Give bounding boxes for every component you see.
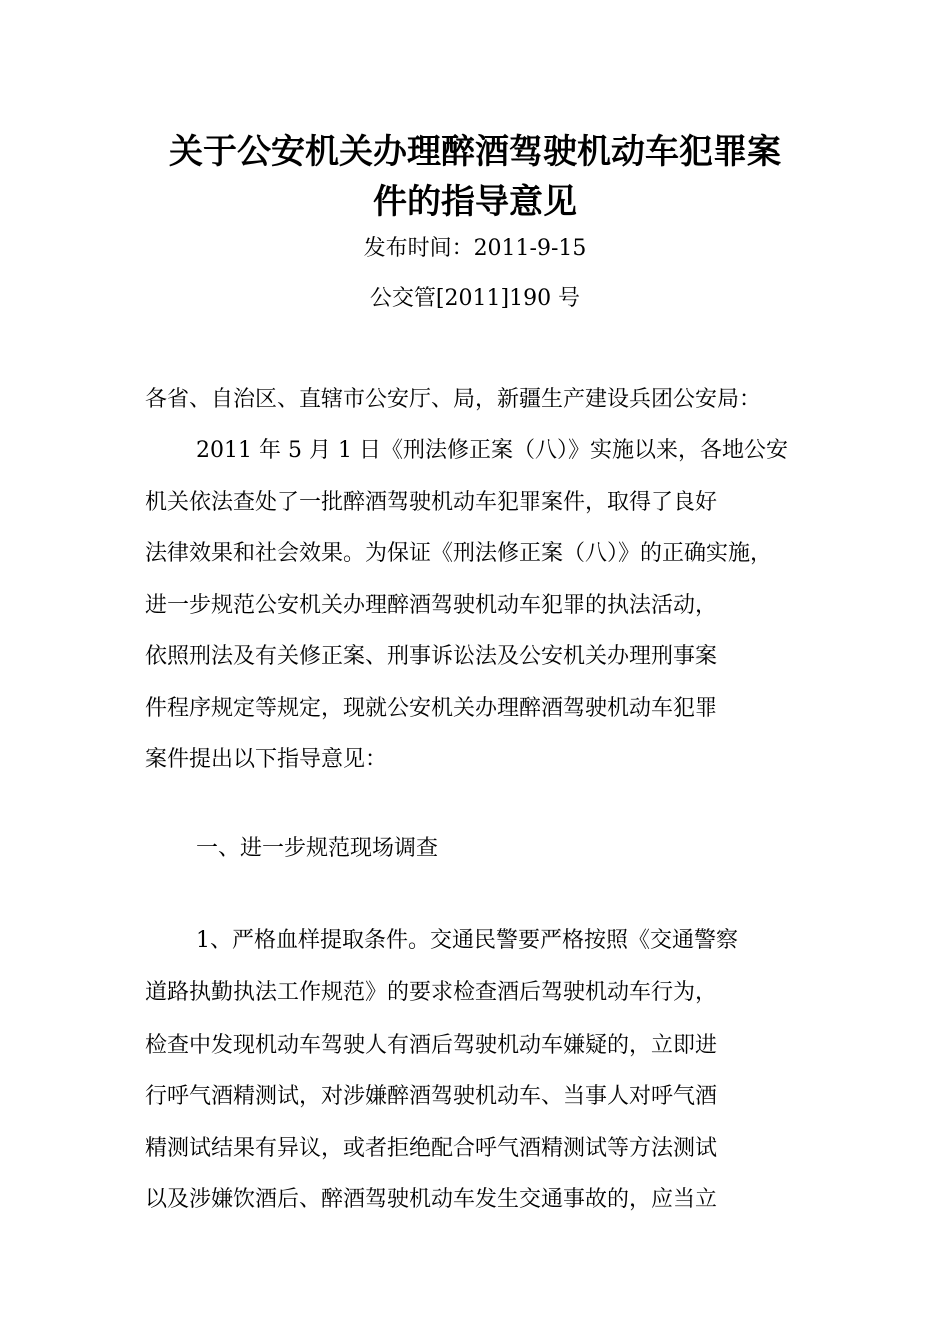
item-line: 以及涉嫌饮酒后、醉酒驾驶机动车发生交通事故的，应当立 <box>145 1187 718 1212</box>
intro-line: 机关依法查处了一批醉酒驾驶机动车犯罪案件，取得了良好 <box>145 490 718 515</box>
item-line: 1、严格血样提取条件。交通民警要严格按照《交通警察 <box>196 928 738 953</box>
document-title-line-1: 关于公安机关办理醉酒驾驶机动车犯罪案 <box>169 132 781 172</box>
item-line: 精测试结果有异议，或者拒绝配合呼气酒精测试等方法测试 <box>145 1136 718 1161</box>
document-number: 公交管[2011]190 号 <box>369 286 581 311</box>
intro-line: 案件提出以下指导意见： <box>145 747 388 772</box>
document-title-line-2: 件的指导意见 <box>373 182 577 222</box>
intro-line: 法律效果和社会效果。为保证《刑法修正案（八）》的正确实施， <box>145 541 773 566</box>
intro-line: 件程序规定等规定，现就公安机关办理醉酒驾驶机动车犯罪 <box>145 696 718 721</box>
intro-line: 进一步规范公安机关办理醉酒驾驶机动车犯罪的执法活动， <box>145 593 718 618</box>
section-heading: 一、进一步规范现场调查 <box>196 836 439 861</box>
addressee: 各省、自治区、直辖市公安厅、局，新疆生产建设兵团公安局： <box>145 387 762 412</box>
intro-line: 2011 年 5 月 1 日《刑法修正案（八）》实施以来，各地公安 <box>196 438 788 463</box>
item-line: 检查中发现机动车驾驶人有酒后驾驶机动车嫌疑的，立即进 <box>145 1033 718 1058</box>
item-line: 行呼气酒精测试，对涉嫌醉酒驾驶机动车、当事人对呼气酒 <box>145 1084 718 1109</box>
intro-line: 依照刑法及有关修正案、刑事诉讼法及公安机关办理刑事案 <box>145 644 718 669</box>
item-line: 道路执勤执法工作规范》的要求检查酒后驾驶机动车行为， <box>145 980 718 1005</box>
publish-date: 发布时间：2011-9-15 <box>363 236 587 261</box>
